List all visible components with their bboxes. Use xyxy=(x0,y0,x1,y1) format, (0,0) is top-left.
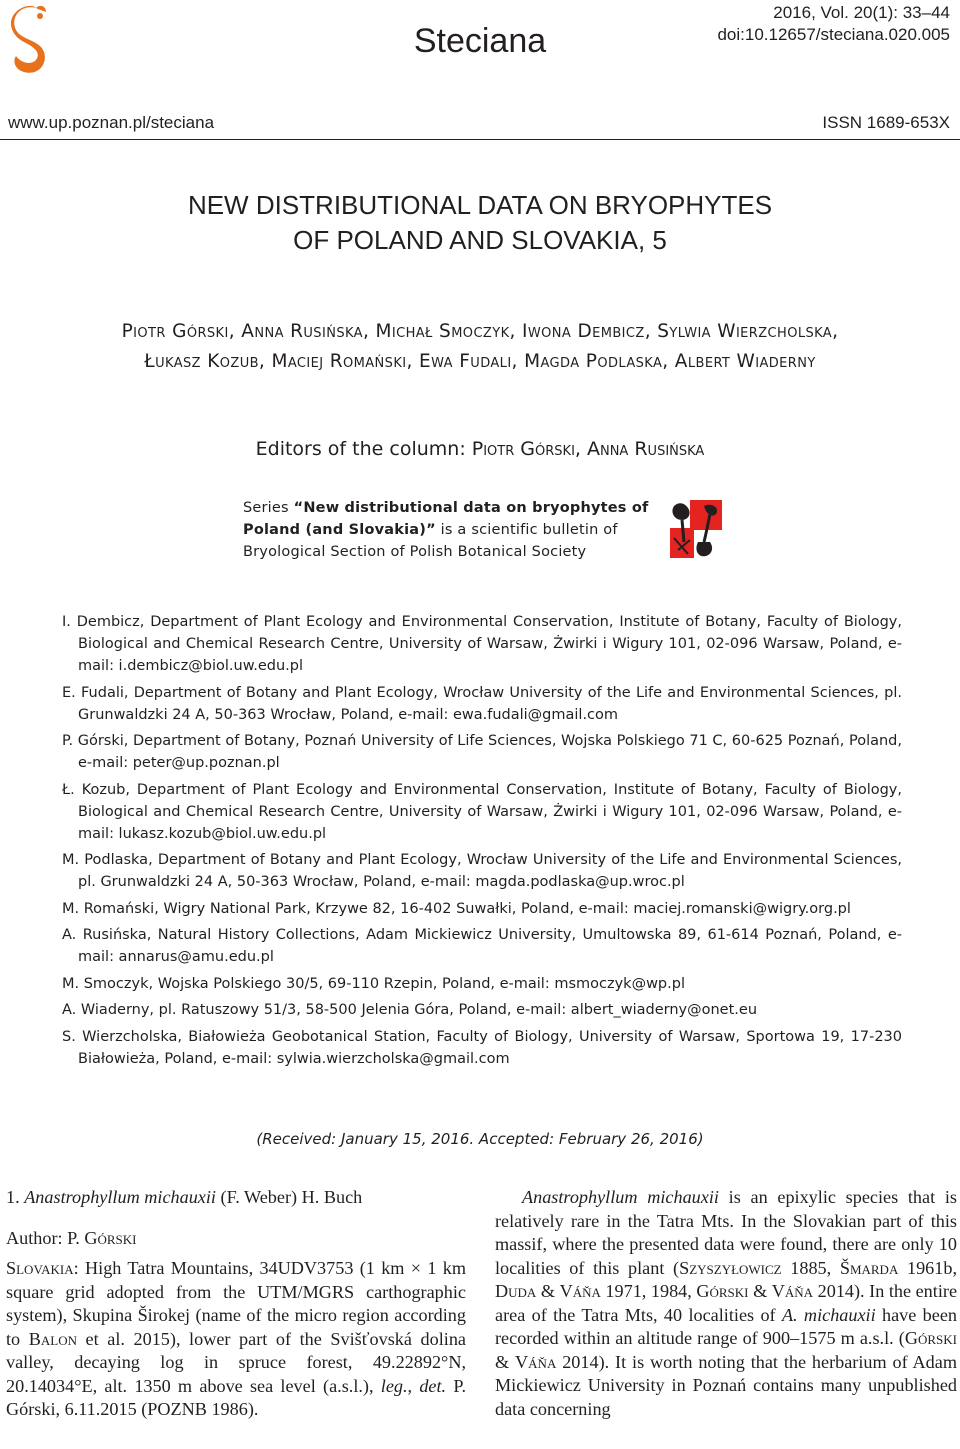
affiliation-item: A. Rusińska, Natural History Collections, Adam Mickiewicz University, Umultowska 89, 61-614 Poznań, Poland, e-mail: annarus@amu.edu.pl xyxy=(62,927,902,965)
bryological-section-logo xyxy=(668,498,724,560)
volume-info xyxy=(717,2,950,46)
series-name: “New distributional data on bryophytes of Poland (and Slovakia)” xyxy=(243,500,649,538)
title-line: OF POLAND AND SLOVAKIA, 5 xyxy=(293,225,667,255)
locality-text: , xyxy=(407,1375,420,1396)
affiliation-item: M. Romański, Wigry National Park, Krzywe 82, 16-402 Suwałki, Poland, e-mail: maciej.romanski@wigry.org.pl xyxy=(62,900,851,917)
volume-line: 2016, Vol. 20(1): 33–44 xyxy=(773,3,950,22)
body-text: 2014). In the entire area of the Tatra Mts, 40 localities of xyxy=(495,1281,958,1325)
affiliation-item: P. Górski, Department of Botany, Poznań University of Life Sciences, Wojska Polskiego 71 C, 60-625 Poznań, Poland, e-mail: peter@up.poznan.pl xyxy=(62,733,902,771)
series-suffix: is a scientific bulletin of Bryological Section of Polish Botanical Society xyxy=(243,522,618,560)
affiliation-item: S. Wierzcholska, Białowieża Geobotanical Station, Faculty of Biology, University of Warsaw, Sportowa 19, 17-230 Białowieża, Poland, e-mail: sylwia.wierzcholska@gmail.com xyxy=(62,1028,902,1067)
series-prefix: Series xyxy=(243,500,294,516)
locality-text: et al. 2015), lower part of the Svišťovská dolina valley, decaying log in spruce forest, 49.22892°N, 20.14034°E, alt. 1350 m above sea level (a.s.l.), xyxy=(6,1328,466,1396)
entry-author-name: Górski xyxy=(84,1228,137,1248)
locality-text: P. Górski, 6.11.2015 (POZNB 1986). xyxy=(6,1375,466,1419)
reference-author: Šmarda xyxy=(839,1257,899,1278)
steciana-logo xyxy=(6,2,54,80)
reference-author: Váňa xyxy=(771,1281,814,1301)
reference-author: Szyszyłowicz xyxy=(679,1257,782,1278)
affiliation-item: M. Podlaska, Department of Botany and Plant Ecology, Wrocław University of the Life and Environmental Sciences, pl. Grunwaldzki 24 A, 50-363 Wrocław, Poland, e-mail: magda.podlaska@up.wroc.pl xyxy=(62,852,902,890)
entry-author xyxy=(6,1227,466,1251)
received-dates: (Received: January 15, 2016. Accepted: February 26, 2016) xyxy=(256,1130,704,1148)
affiliation-item: E. Fudali, Department of Botany and Plant Ecology, Wrocław University of the Life and Environmental Sciences, pl. Grunwaldzki 24 A, 50-363 Wrocław, Poland, e-mail: ewa.fudali@gmail.com xyxy=(62,684,902,723)
reference-author: Váňa xyxy=(559,1281,601,1301)
editors-names: Piotr Górski, Anna Rusińska xyxy=(471,438,705,460)
affiliation-item: M. Smoczyk, Wojska Polskiego 30/5, 69-110 Rzepin, Poland, e-mail: msmoczyk@wp.pl xyxy=(62,975,685,992)
body-text: & xyxy=(748,1281,772,1301)
author-line: Piotr Górski, Anna Rusińska, Michał Smoczyk, Iwona Dembicz, Sylwia Wierzcholska, xyxy=(121,321,839,342)
species-name: Anastrophyllum michauxii xyxy=(522,1187,719,1207)
affiliation-item: Ł. Kozub, Department of Plant Ecology and Environmental Conservation, Institute of Botany, Faculty of Biology, Biological and Chemical Research Centre, University of Warsaw, Żwirki i Wigury 101, 02-096 Warsaw, Poland, e-mail: lukasz.kozub@biol.uw.edu.pl xyxy=(62,781,902,842)
species-name: Anastrophyllum michauxii xyxy=(24,1187,216,1207)
affiliation-item: A. Wiaderny, pl. Ratuszowy 51/3, 58-500 Jelenia Góra, Poland, e-mail: albert_wiaderny@onet.eu xyxy=(62,1002,758,1018)
species-abbr: A. michauxii xyxy=(781,1304,876,1325)
body-text: & xyxy=(495,1351,516,1372)
article-title xyxy=(0,188,960,258)
author-list xyxy=(0,317,960,377)
body-text: is an epixylic species that is relatively rare in the Tatra Mts. In the Slovakian part of this massif, where the presented data were found, there are only 10 localities of this plant ( xyxy=(495,1187,957,1278)
body-text: 1961b, xyxy=(898,1257,957,1278)
det-abbr: det. xyxy=(419,1375,447,1396)
body-text: 2014). It is worth noting that the herbarium of Adam Mickiewicz University in Poznań contains many unpublished data concerning xyxy=(495,1351,957,1419)
discussion-paragraph xyxy=(495,1186,957,1421)
affiliation-item: I. Dembicz, Department of Plant Ecology and Environmental Conservation, Institute of Botany, Faculty of Biology, Biological and Chemical Research Centre, University of Warsaw, Żwirki i Wigury 101, 02-096 Warsaw, Poland, e-mail: i.dembicz@biol.uw.edu.pl xyxy=(62,614,902,674)
body-text: 1971, 1984, xyxy=(600,1281,697,1301)
title-line: NEW DISTRIBUTIONAL DATA ON BRYOPHYTES xyxy=(187,190,773,220)
journal-url[interactable]: www.up.poznan.pl/steciana xyxy=(8,113,215,132)
affiliation-list xyxy=(62,611,902,1074)
entry-number: 1. xyxy=(6,1187,25,1207)
species-authority: (F. Weber) H. Buch xyxy=(215,1187,363,1207)
reference-author: Balon xyxy=(28,1328,77,1349)
leg-abbr: leg. xyxy=(380,1375,408,1396)
body-text: & xyxy=(536,1281,560,1301)
series-note xyxy=(243,497,653,563)
header-divider xyxy=(0,139,960,140)
column-editors xyxy=(0,438,960,460)
reference-author: Górski xyxy=(904,1328,957,1348)
entry-author-label: Author: P. xyxy=(6,1228,85,1248)
country-name: Slovakia xyxy=(6,1258,74,1278)
locality-record xyxy=(6,1257,466,1422)
body-text: have been recorded within an altitude range of 900–1575 m a.s.l. ( xyxy=(495,1304,957,1348)
locality-text: : High Tatra Mountains, 34UDV3753 (1 km × 1 km square grid adopted from the UTM/MGRS carthographic system), Skupina Širokej (name of the micro region according to xyxy=(6,1258,466,1349)
reference-author: Duda xyxy=(495,1281,537,1301)
editors-label: Editors of the column: xyxy=(255,438,472,460)
author-line: Łukasz Kozub, Maciej Romański, Ewa Fudali, Magda Podlaska, Albert Wiaderny xyxy=(144,351,816,372)
reference-author: Váňa xyxy=(515,1351,557,1372)
entry-heading xyxy=(6,1186,466,1210)
issn: ISSN 1689-653X xyxy=(822,113,950,132)
reference-author: Górski xyxy=(696,1281,749,1301)
doi: doi:10.12657/steciana.020.005 xyxy=(717,25,950,44)
journal-name: Steciana xyxy=(413,22,547,60)
body-text: 1885, xyxy=(781,1257,840,1278)
